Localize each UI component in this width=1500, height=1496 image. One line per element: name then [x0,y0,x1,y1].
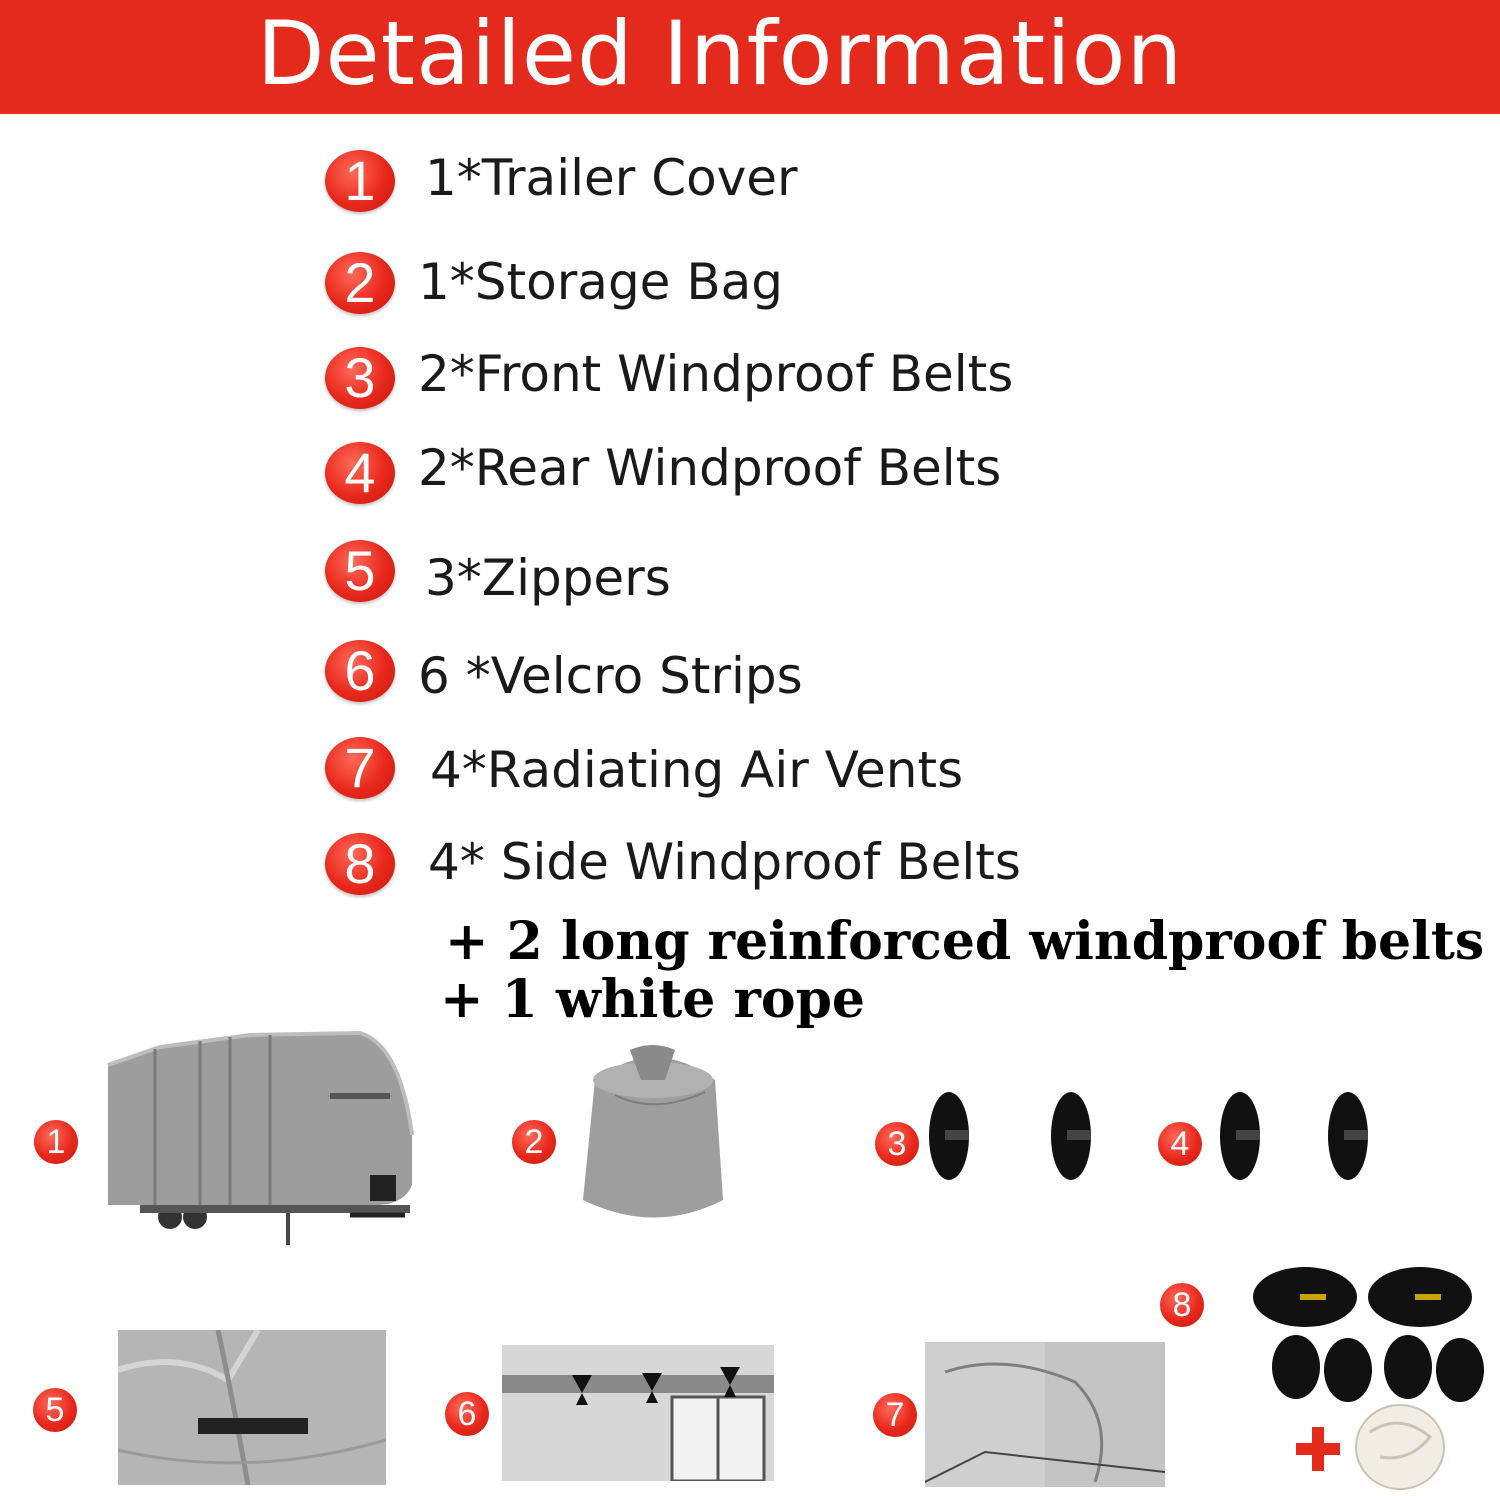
item-text: 4* Side Windproof Belts [428,833,1021,891]
item-text: 3*Zippers [425,549,671,607]
zipper-photo [118,1330,386,1485]
extra-belts-text: + 2 long reinforced windproof belts [445,911,1485,972]
item-number-badge: 6 [325,640,395,702]
item-number-badge: 8 [325,833,395,895]
item-text: 6 *Velcro Strips [418,647,803,705]
photo-number-badge: 2 [512,1120,556,1164]
side-belts-rope-photo [1250,1262,1490,1492]
item-text: 1*Storage Bag [418,253,784,311]
item-number-badge: 1 [325,150,395,212]
air-vent-photo [925,1342,1165,1487]
storage-bag-photo [575,1040,735,1230]
photo-number-badge: 4 [1158,1122,1202,1166]
item-number-badge: 7 [325,737,395,799]
front-belts-photo [925,1090,1095,1190]
item-number-badge: 3 [325,347,395,409]
photo-number-badge: 6 [445,1392,489,1436]
item-text: 4*Radiating Air Vents [430,741,964,799]
header-banner [0,0,1500,114]
photo-number-badge: 7 [873,1393,917,1437]
velcro-strips-photo [502,1345,774,1481]
photo-number-badge: 1 [34,1120,78,1164]
item-text: 1*Trailer Cover [425,149,798,207]
extra-rope-text: + 1 white rope [440,969,866,1030]
rear-belts-photo [1218,1090,1378,1190]
item-number-badge: 4 [325,442,395,504]
item-text: 2*Front Windproof Belts [418,345,1014,403]
item-text: 2*Rear Windproof Belts [418,439,1002,497]
item-number-badge: 5 [325,540,395,602]
photo-number-badge: 8 [1160,1283,1204,1327]
photo-number-badge: 3 [875,1122,919,1166]
page-title: Detailed Information [256,2,1184,105]
item-number-badge: 2 [325,252,395,314]
photo-number-badge: 5 [33,1388,77,1432]
trailer-cover-photo [100,1025,420,1250]
